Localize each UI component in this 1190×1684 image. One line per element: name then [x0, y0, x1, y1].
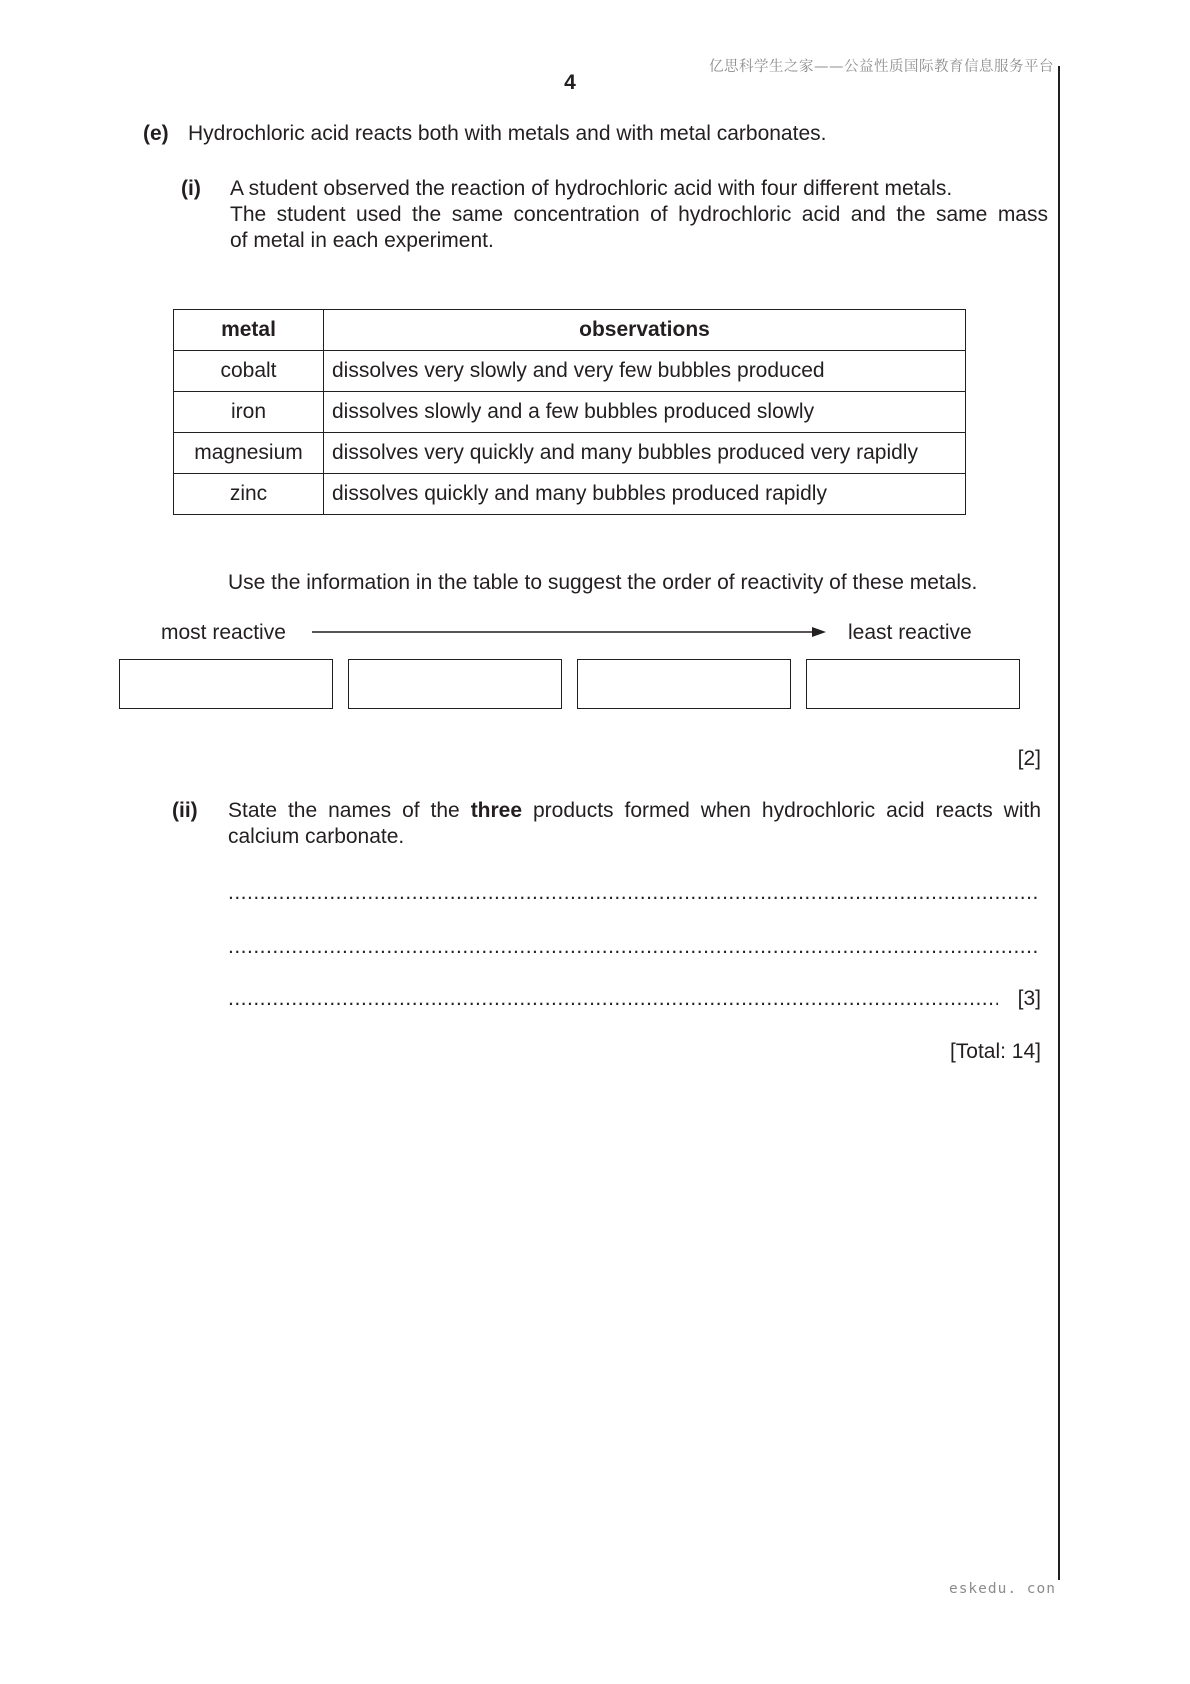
- answer-line-3[interactable]: [228, 986, 998, 1012]
- observations-table: [173, 309, 966, 515]
- part-ii-emphasis: three: [470, 799, 523, 822]
- part-ii-marks: [3]: [1017, 987, 1041, 1010]
- part-ii-text-after: products formed when hydrochloric acid reacts with: [533, 799, 1042, 822]
- part-i-label: (i): [181, 177, 201, 200]
- part-ii-text-before: State the names of the: [228, 799, 460, 822]
- part-ii-question: [228, 798, 1041, 850]
- reactivity-arrow-icon: [310, 624, 826, 640]
- reactivity-answer-box-2[interactable]: [348, 659, 562, 709]
- table-row: [174, 433, 966, 474]
- part-i-line-2: The student used the same concentration of hydrochloric acid and the same mass: [230, 203, 1048, 226]
- observation-cell: dissolves very quickly and many bubbles produced very rapidly: [324, 433, 966, 474]
- part-i-line-3: of metal in each experiment.: [230, 229, 494, 252]
- metal-cell: cobalt: [174, 351, 324, 392]
- answer-line-1[interactable]: [228, 880, 1038, 906]
- metal-cell: zinc: [174, 474, 324, 515]
- observation-cell: dissolves very slowly and very few bubbles produced: [324, 351, 966, 392]
- observation-cell: dissolves quickly and many bubbles produced rapidly: [324, 474, 966, 515]
- part-i-marks: [2]: [1017, 747, 1041, 770]
- margin-rule: [1058, 66, 1060, 1580]
- part-ii-label: (ii): [172, 799, 198, 822]
- table-row: [174, 392, 966, 433]
- part-ii-line-1: [228, 798, 1041, 824]
- table-row: [174, 351, 966, 392]
- observation-cell: dissolves slowly and a few bubbles produced slowly: [324, 392, 966, 433]
- most-reactive-label: most reactive: [161, 621, 286, 644]
- watermark: 亿思科学生之家——公益性质国际教育信息服务平台: [709, 59, 1054, 75]
- reactivity-answer-box-1[interactable]: [119, 659, 333, 709]
- page-number: 4: [564, 71, 576, 94]
- table-row: [174, 474, 966, 515]
- header-observations: observations: [324, 310, 966, 351]
- table-header-row: [174, 310, 966, 351]
- part-i-intro: [230, 176, 1048, 254]
- least-reactive-label: least reactive: [848, 621, 972, 644]
- metal-cell: magnesium: [174, 433, 324, 474]
- part-i-line-1: A student observed the reaction of hydrochloric acid with four different metals.: [230, 177, 953, 200]
- answer-line-2[interactable]: [228, 934, 1038, 960]
- reactivity-answer-box-4[interactable]: [806, 659, 1020, 709]
- header-metal: metal: [174, 310, 324, 351]
- reactivity-instruction: Use the information in the table to suggest the order of reactivity of these metals.: [228, 571, 978, 594]
- reactivity-answer-box-3[interactable]: [577, 659, 791, 709]
- part-ii-line-2: calcium carbonate.: [228, 825, 405, 848]
- question-label: (e): [143, 122, 169, 145]
- question-stem: Hydrochloric acid reacts both with metals and with metal carbonates.: [188, 122, 827, 145]
- metal-cell: iron: [174, 392, 324, 433]
- footer-site: eskedu. con: [948, 1581, 1056, 1597]
- total-marks: [Total: 14]: [949, 1040, 1041, 1063]
